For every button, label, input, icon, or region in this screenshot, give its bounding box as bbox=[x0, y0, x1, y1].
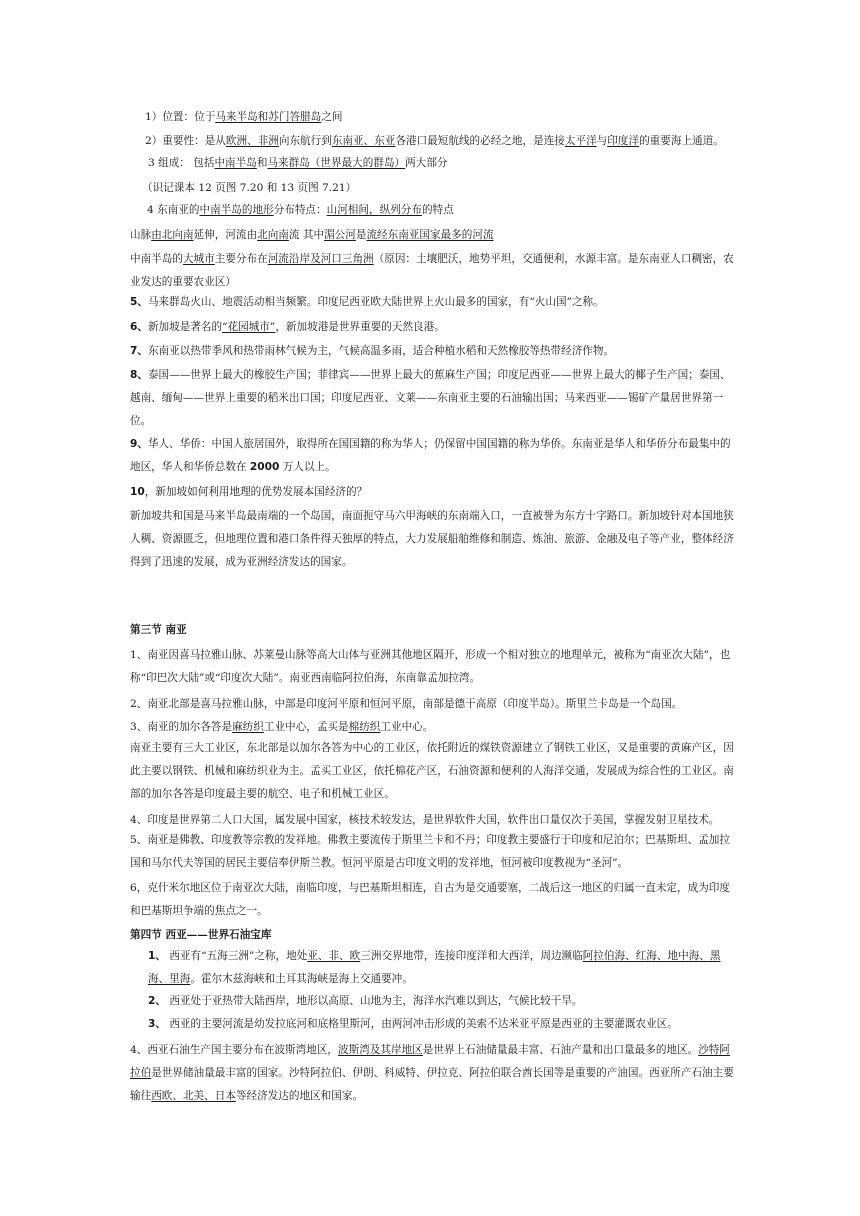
paragraph-cities: 中南半岛的大城市主要分布在河流沿岸及河口三角洲（原因：土壤肥沃，地势平坦，交通便利，水源丰富。是东南亚人口稠密，农业发达的重要农业区） bbox=[130, 253, 734, 288]
paragraph-composition: 3 组成： 包括中南半岛和马来群岛（世界最大的群岛）两大部分 bbox=[148, 157, 448, 169]
paragraph-south-asia-2: 2、南亚北部是喜马拉雅山脉，中部是印度河平原和恒河平原，南部是德干高原（印度半岛）。斯里兰卡岛是一个岛国。 bbox=[130, 698, 683, 710]
paragraph-religion: 5、南亚是佛教、印度教等宗教的发祥地。佛教主要流传于斯里兰卡和不丹；印度教主要盛行于印度和尼泊尔；巴基斯坦、孟加拉国和马尔代夫等国的居民主要信奉伊斯兰教。恒河平原是古印度文明的发祥地，恒河被印度教视为“圣河”。 bbox=[130, 834, 730, 869]
paragraph-west-asia-oil: 4、西亚石油生产国主要分布在波斯湾地区，波斯湾及其岸地区是世界上石油储量最丰富、石油产量和出口量最多的地区。沙特阿拉伯是世界储油量最丰富的国家。沙特阿拉伯、伊朗、科威特、伊拉克、阿拉伯联合酋长国等是重要的产油国。西亚所产石油主要输往西欧、北美、日本等经济发达的地区和国家。 bbox=[130, 1044, 734, 1102]
paragraph-importance: 2）重要性：是从欧洲、非洲向东航行到东南亚、东亚各港口最短航线的必经之地，是连接太平洋与印度洋的重要海上通道。 bbox=[145, 135, 724, 147]
paragraph-location: 1）位置：位于马来半岛和苏门答腊岛之间 bbox=[145, 111, 343, 123]
paragraph-south-asia-3: 3、南亚的加尔各答是麻纺织工业中心，孟买是棉纺织工业中心。 bbox=[130, 721, 434, 733]
paragraph-overseas-chinese: 9、华人、华侨：中国人旅居国外，取得所在国国籍的称为华人；仍保留中国国籍的称为华侨。东南亚是华人和华侨分布最集中的地区，华人和华侨总数在 2000 万人以上。 bbox=[130, 438, 731, 473]
paragraph-singapore-garden: 6、新加坡是著名的“花园城市”，新加坡港是世界重要的天然良港。 bbox=[130, 321, 445, 333]
paragraph-kashmir: 6，克什米尔地区位于南亚次大陆，南临印度，与巴基斯坦相连，自古为是交通要塞，二战后这一地区的归属一直未定，成为印度和巴基斯坦争端的焦点之一。 bbox=[130, 882, 730, 917]
paragraph-volcano: 5、马来群岛火山、地震活动相当频繁。印度尼西亚欧大陆世界上火山最多的国家，有“火山国”之称。 bbox=[130, 296, 604, 308]
heading-south-asia: 第三节 南亚 bbox=[130, 624, 187, 636]
paragraph-industrial-zones: 南亚主要有三大工业区，东北部是以加尔各答为中心的工业区，依托附近的煤铁资源建立了钢铁工业区，又是重要的黄麻产区，因此主要以钢铁、机械和麻纺织业为主。孟买工业区，依托棉花产区，石油资源和便利的人海洋交通，发展成为综合性的工业区。南部的加尔各答是印度最主要的航空、电子和机械工业区。 bbox=[130, 742, 734, 800]
heading-west-asia: 第四节 西亚——世界石油宝库 bbox=[130, 929, 272, 941]
paragraph-climate: 7、东南亚以热带季风和热带雨林气候为主，气候高温多雨，适合种植水稻和天然橡胶等热带经济作物。 bbox=[130, 345, 615, 357]
paragraph-terrain: 4 东南亚的中南半岛的地形分布特点：山河相间，纵列分布的特点 bbox=[147, 204, 454, 216]
paragraph-west-asia-2: 2、 西亚处于亚热带大陆西岸，地形以高原、山地为主，海洋水汽难以到达，气候比较干旱。 bbox=[148, 995, 583, 1007]
paragraph-mountains-rivers: 山脉由北向南延伸，河流由北向南流 其中湄公河是流经东南亚国家最多的河流 bbox=[130, 229, 494, 241]
paragraph-products: 8、泰国——世界上最大的橡胶生产国；菲律宾——世界上最大的蕉麻生产国；印度尼西亚——世界上最大的椰子生产国；泰国、越南、缅甸——世界上重要的稻米出口国；印度尼西亚、文莱——东南亚主要的石油输出国；马来西亚——锡矿产量居世界第一位。 bbox=[130, 369, 731, 427]
paragraph-question-singapore: 10，新加坡如何利用地理的优势发展本国经济的？ bbox=[130, 486, 368, 498]
paragraph-south-asia-1: 1、南亚因喜马拉雅山脉、苏莱曼山脉等高大山体与亚洲其他地区隔开，形成一个相对独立的地理单元，被称为“南亚次大陆”，也称“印巴次大陆”或“印度次大陆”。南亚西南临阿拉伯海，东南靠孟加拉湾。 bbox=[130, 649, 731, 684]
paragraph-answer-singapore: 新加坡共和国是马来半岛最南端的一个岛国，南面扼守马六甲海峡的东南端入口，一直被誉为东方十字路口。新加坡针对本国地狭人稠、资源匮乏，但地理位置和港口条件得天独厚的特点，大力发展船舶维修和制造、炼油、旅游、金融及电子等产业，整体经济得到了迅速的发展，成为亚洲经济发达的国家。 bbox=[130, 510, 734, 568]
paragraph-west-asia-3: 3、 西亚的主要河流是幼发拉底河和底格里斯河，由两河冲击形成的美索不达米亚平原是西亚的主要灌溉农业区。 bbox=[148, 1018, 678, 1030]
paragraph-west-asia-1: 1、 西亚有“五海三洲”之称，地处亚、非、欧三洲交界地带，连接印度洋和大西洋，周边濒临阿拉伯海、红海、地中海、黑海、里海。霍尔木兹海峡和土耳其海峡是海上交通要冲。 bbox=[148, 950, 721, 985]
paragraph-india: 4、印度是世界第二人口大国，属发展中国家，核技术较发达，是世界软件大国，软件出口量仅次于美国，掌握发射卫星技术。 bbox=[130, 814, 720, 826]
paragraph-textbook-note: （识记课本 12 页图 7.20 和 13 页图 7.21） bbox=[142, 182, 357, 194]
